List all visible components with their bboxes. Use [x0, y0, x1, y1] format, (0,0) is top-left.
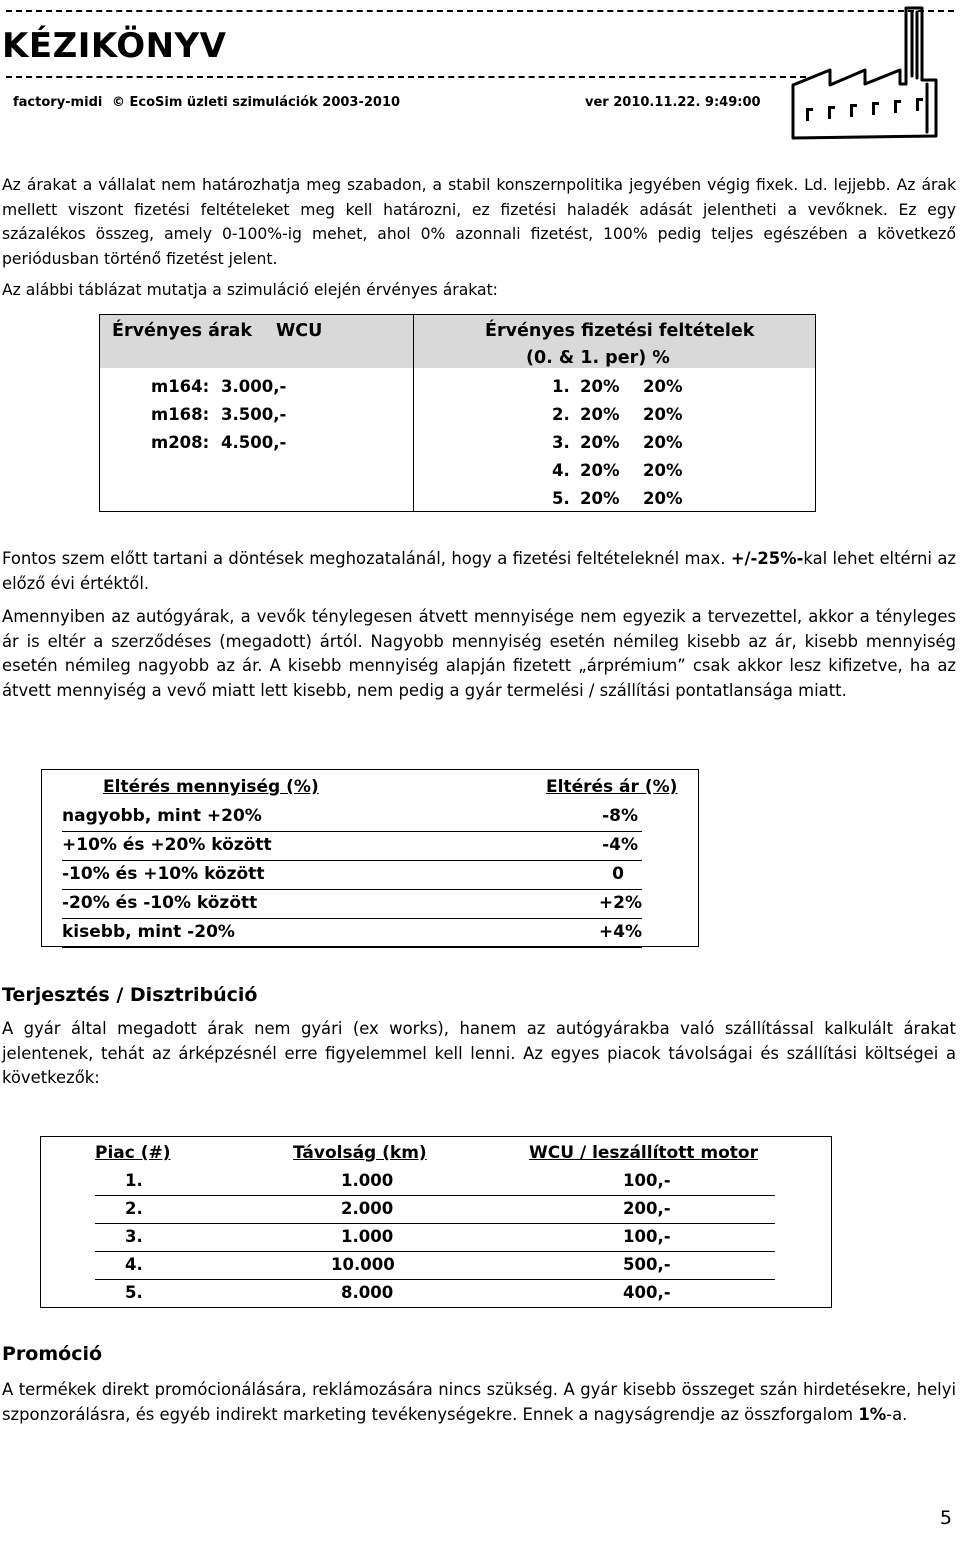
terms-p0: 20%	[580, 377, 620, 396]
payment-terms-note	[2, 547, 956, 596]
terms-p1: 20%	[643, 405, 683, 424]
promotion-text: A termékek direkt promócionálására, reklámozására nincs szükség. A gyár kisebb összeget szán hirdetésekre, helyi szponzorálásra, és egyéb indirekt marketing tevékenységekre. Ennek a nagyságrendje az összforgalom	[2, 1380, 956, 1424]
market-cost: 100,-	[623, 1171, 671, 1190]
market-distance: 1.000	[341, 1171, 394, 1190]
price-table-divider	[413, 314, 414, 512]
terms-p1: 20%	[643, 433, 683, 452]
factory-logo-icon	[790, 0, 960, 145]
intro-paragraph: Az árakat a vállalat nem határozhatja meg szabadon, a stabil konszernpolitika jegyében végig fixek. Ld. lejjebb. Az árak mellett viszont fizetési feltételeket meg kell határozni, ez fizetési haladék adását jelentheti a vevőknek. Ez egy százalékos összeg, amely 0-100%-ig mehet, ahol 0% azonnali fizetést, 100% pedig teljes egészében a következő periódusban történő fizetést jelent.	[2, 176, 956, 268]
market-distance: 1.000	[341, 1227, 394, 1246]
price-value: 4.500,-	[221, 433, 287, 452]
price-value: 3.000,-	[221, 377, 287, 396]
deviation-price: 0	[612, 864, 624, 884]
header-bottom-rule	[6, 76, 806, 78]
table-intro-text: Az alábbi táblázat mutatja a szimuláció elején érvényes árakat:	[2, 281, 498, 299]
table-row	[62, 860, 642, 890]
table-row	[62, 802, 642, 832]
document-title: KÉZIKÖNYV	[2, 26, 227, 66]
deviation-price: +2%	[598, 893, 642, 913]
market-id: 1.	[125, 1171, 143, 1190]
terms-p0: 20%	[580, 489, 620, 508]
promotion-text-tail: -a.	[886, 1404, 908, 1424]
promotion-heading: Promóció	[2, 1343, 103, 1365]
currency-header-label: WCU	[276, 321, 323, 341]
table-row	[95, 1223, 775, 1252]
price-model: m208:	[151, 433, 210, 452]
terms-header-sublabel: (0. & 1. per) %	[526, 348, 670, 368]
price-header-label: Érvényes árak	[112, 321, 252, 341]
table-row	[62, 918, 642, 948]
market-header-col1: Piac (#)	[95, 1143, 171, 1163]
page-number: 5	[939, 1507, 952, 1529]
deviation-price: -8%	[602, 806, 638, 826]
quantity-deviation-paragraph: Amennyiben az autógyárak, a vevők ténylegesen átvett mennyisége nem egyezik a tervezettel, akkor a tényleges ár is eltér a szerződéses (megadott) ártól. Nagyobb mennyiség esetén némileg kisebb az ár, kisebb mennyiség esetén némileg nagyobb az ár. A kisebb mennyiség alapján fizetett „árprémium” csak akkor lesz kifizetve, ha az átvett mennyiség a vevő miatt lett kisebb, nem pedig a gyár termelési / szállítási pontatlansága miatt.	[2, 607, 956, 700]
terms-period: 5.	[552, 489, 570, 508]
terms-p1: 20%	[643, 461, 683, 480]
market-header-col3: WCU / leszállított motor	[529, 1143, 758, 1163]
market-distance: 2.000	[341, 1199, 394, 1218]
table-row	[95, 1195, 775, 1224]
market-id: 2.	[125, 1199, 143, 1218]
payment-note-limit: +/-25%-	[730, 549, 804, 568]
market-distance: 8.000	[341, 1283, 394, 1302]
deviation-qty: +10% és +20% között	[62, 835, 272, 855]
deviation-header-col2: Eltérés ár (%)	[546, 777, 678, 797]
terms-p0: 20%	[580, 433, 620, 452]
terms-period: 3.	[552, 433, 570, 452]
product-name: factory-midi	[13, 95, 103, 110]
distribution-paragraph: A gyár által megadott árak nem gyári (ex works), hanem az autógyárakba való szállítással kalkulált árakat jelentenek, tehát az árképzésnél erre figyelemmel kell lenni. Az egyes piacok távolságai és szállítási költségei a következők:	[2, 1019, 956, 1087]
deviation-qty: -10% és +10% között	[62, 864, 265, 884]
table-row	[62, 889, 642, 919]
price-model: m168:	[151, 405, 210, 424]
market-cost: 100,-	[623, 1227, 671, 1246]
deviation-qty: kisebb, mint -20%	[62, 922, 235, 942]
terms-header-label: Érvényes fizetési feltételek	[485, 321, 755, 341]
table-row	[95, 1167, 775, 1196]
terms-p0: 20%	[580, 405, 620, 424]
copyright-text: © EcoSim üzleti szimulációk 2003-2010	[112, 95, 401, 110]
terms-period: 4.	[552, 461, 570, 480]
deviation-header-col1: Eltérés mennyiség (%)	[103, 777, 319, 797]
market-cost: 200,-	[623, 1199, 671, 1218]
payment-note-tail: kal lehet eltérni az előző évi értéktől.	[2, 549, 956, 593]
promotion-percent: 1%	[858, 1404, 887, 1424]
market-cost: 500,-	[623, 1255, 671, 1274]
deviation-qty: nagyobb, mint +20%	[62, 806, 262, 826]
market-id: 3.	[125, 1227, 143, 1246]
deviation-qty: -20% és -10% között	[62, 893, 258, 913]
price-model: m164:	[151, 377, 210, 396]
market-cost: 400,-	[623, 1283, 671, 1302]
deviation-price: +4%	[598, 922, 642, 942]
promotion-paragraph	[2, 1378, 956, 1427]
market-id: 5.	[125, 1283, 143, 1302]
table-row	[95, 1279, 775, 1306]
table-row	[62, 831, 642, 861]
terms-p1: 20%	[643, 489, 683, 508]
market-distance: 10.000	[331, 1255, 395, 1274]
version-text: ver 2010.11.22. 9:49:00	[585, 95, 761, 110]
market-header-col2: Távolság (km)	[293, 1143, 427, 1163]
terms-p1: 20%	[643, 377, 683, 396]
payment-note-text: Fontos szem előtt tartani a döntések meghozatalánál, hogy a fizetési feltételeknél max.	[2, 549, 731, 568]
market-id: 4.	[125, 1255, 143, 1274]
table-row	[95, 1251, 775, 1280]
distribution-heading: Terjesztés / Disztribúció	[2, 984, 258, 1006]
price-value: 3.500,-	[221, 405, 287, 424]
terms-period: 2.	[552, 405, 570, 424]
terms-period: 1.	[552, 377, 570, 396]
deviation-price: -4%	[602, 835, 638, 855]
terms-p0: 20%	[580, 461, 620, 480]
